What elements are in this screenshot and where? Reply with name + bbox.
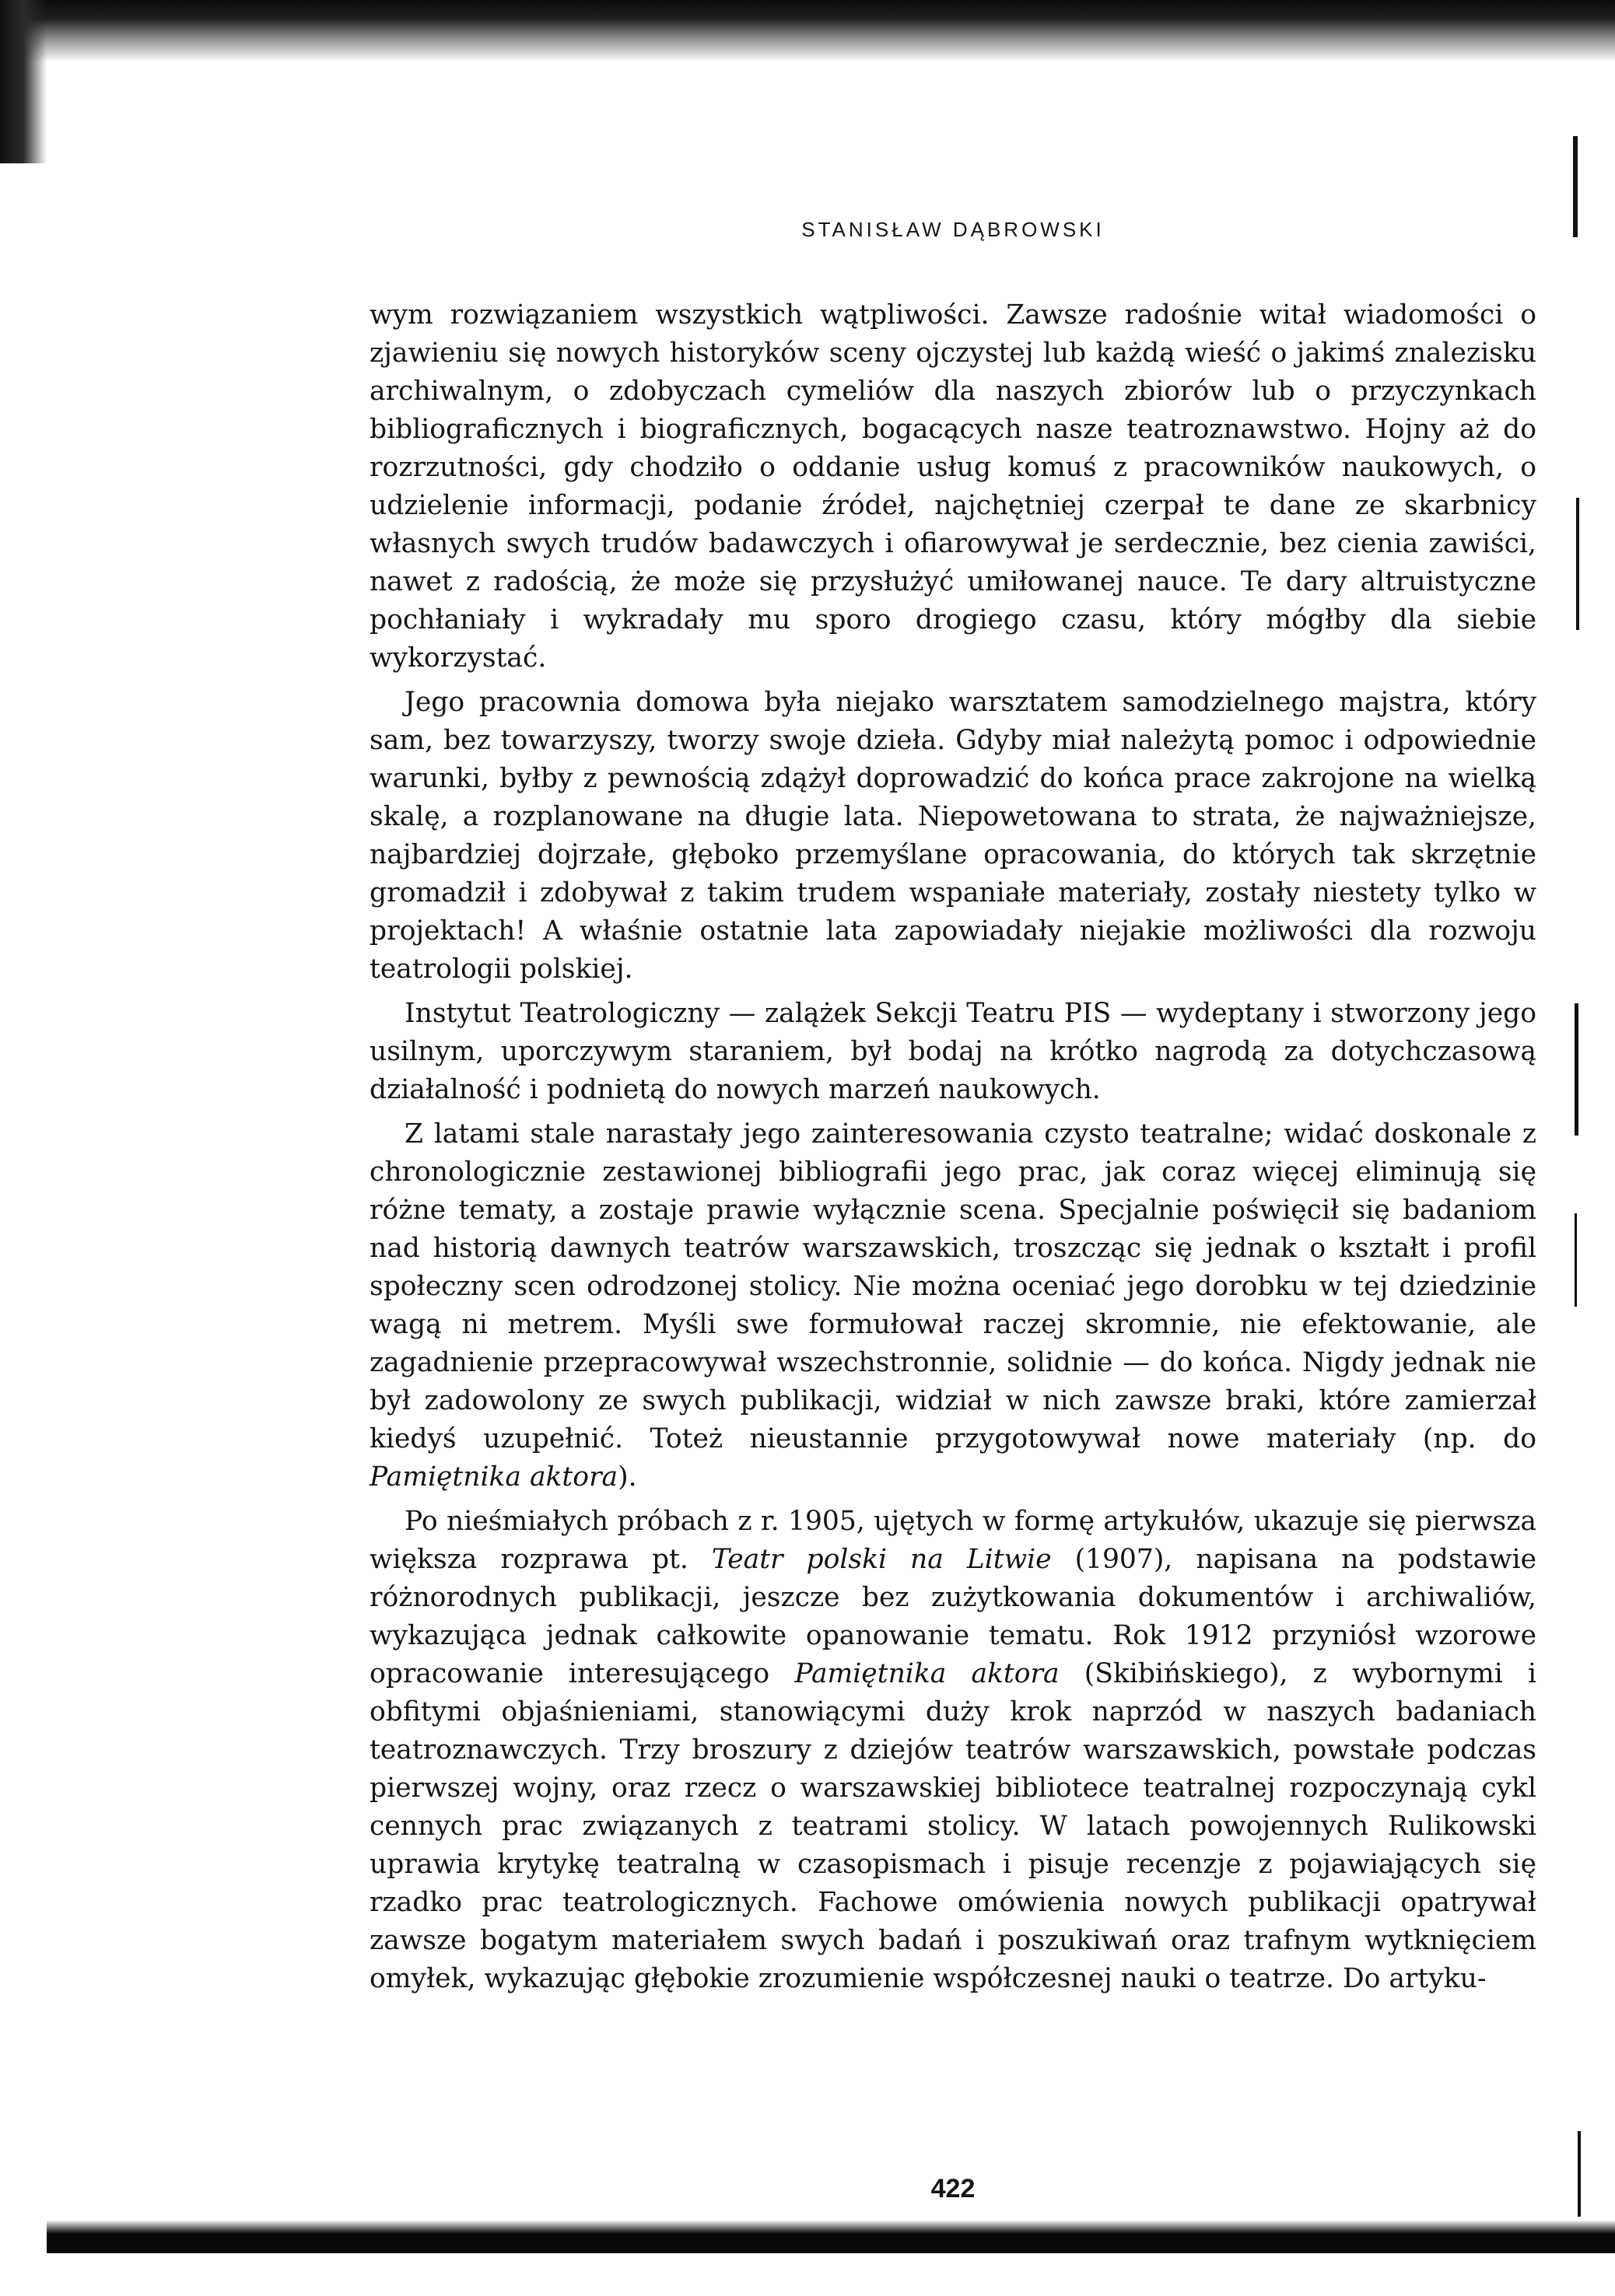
paragraph-text: ).	[618, 1461, 637, 1493]
paragraph-text: wym rozwiązaniem wszystkich wątpliwości. Zawsze radośnie witał wiadomości o zjawieniu się nowych historyków sceny ojczystej lub każdą wieść o jakimś znalezisku archiwalnym, o zdobyczach cymeliów dla naszych zbiorów lub o przyczynkach bibliograficznych i biograficznych, bogacących nasze teatroznawstwo. Hojny aż do rozrzutności, gdy chodziło o oddanie usług komuś z pracowników naukowych, o udzielenie informacji, podanie źródeł, najchętniej czerpał te dane ze skarbnicy własnych swych trudów badawczych i ofiarowywał je serdecznie, bez cienia zawiści, nawet z radością, że może się przysłużyć umiłowanej nauce. Te dary altruistyczne pochłaniały i wykradały mu sporo drogiego czasu, który mógłby dla siebie wykorzystać.	[370, 299, 1536, 674]
paragraph-text: Z latami stale narastały jego zainteresowania czysto teatralne; widać doskonale z chronologicznie zestawionej bibliografii jego prac, jak coraz więcej eliminują się różne tematy, a zostaje prawie wyłącznie scena. Specjalnie poświęcił się badaniom nad historią dawnych teatrów warszawskich, troszcząc się jednak o kształt i profil społeczny scen odrodzonej stolicy. Nie można oceniać jego dorobku w tej dziedzinie wagą ni metrem. Myśli swe formułował raczej skromnie, nie efektowanie, ale zagadnienie przepracowywał wszechstronnie, solidnie — do końca. Nigdy jednak nie był zadowolony ze swych publikacji, widział w nich zawsze braki, które zamierzał kiedyś uzupełnić. Toteż nieustannie przygotowywał nowe materiały (np. do	[370, 1118, 1536, 1454]
page-number: 422	[930, 2174, 976, 2203]
scan-edge-corner	[0, 0, 47, 163]
paragraph	[370, 995, 1536, 1109]
italic-title: Teatr polski na Litwie	[711, 1544, 1052, 1575]
paragraph-text: Jego pracownia domowa była niejako warsztatem samodzielnego majstra, który sam, bez towarzyszy, tworzy swoje dzieła. Gdyby miał należytą pomoc i odpowiednie warunki, byłby z pewnością zdążył doprowadzić do końca prace zakrojone na wielką skalę, a rozplanowane na długie lata. Niepowetowana to strata, że najważniejsze, najbardziej dojrzałe, głęboko przemyślane opracowania, do których tak skrzętnie gromadził i zdobywał z takim trudem wspaniałe materiały, zostały niestety tylko w projektach! A właśnie ostatnie lata zapowiadały niejakie możliwości dla rozwoju teatrologii polskiej.	[370, 687, 1536, 985]
running-head: STANISŁAW DĄBROWSKI	[801, 218, 1105, 241]
scan-edge-bottom	[47, 2221, 1615, 2253]
scan-mark	[1573, 136, 1578, 237]
paragraph	[370, 296, 1536, 677]
paragraph-text: (Skibińskiego), z wybornymi i obfitymi objaśnieniami, stanowiącymi duży krok naprzód w naszych badaniach teatroznawczych. Trzy broszury z dziejów teatrów warszawskich, powstałe podczas pierwszej wojny, oraz rzecz o warszawskiej bibliotece teatralnej rozpoczynają cykl cennych prac związanych z teatrami stolicy. W latach powojennych Rulikowski uprawia krytykę teatralną w czasopismach i pisuje recenzje z pojawiających się rzadko prac teatrologicznych. Fachowe omówienia nowych publikacji opatrywał zawsze bogatym materiałem swych badań i poszukiwań oraz trafnym wytknięciem omyłek, wykazując głębokie zrozumienie współczesnej nauki o teatrze. Do artyku-	[370, 1658, 1536, 1994]
scan-mark	[1575, 1003, 1578, 1136]
scan-mark	[1578, 2131, 1581, 2217]
body-text	[370, 296, 1536, 1998]
paragraph	[370, 684, 1536, 989]
paragraph-text: Po nieśmiałych próbach z r. 1905, ujętych w formę artykułów, ukazuje się pierwsza większa rozprawa pt.	[370, 1506, 1536, 1575]
paragraph-text: Instytut Teatrologiczny — zalążek Sekcji Teatru PIS — wydeptany i stworzony jego usilnym, uporczywym staraniem, był bodaj na krótko nagrodą za dotychczasową działalność i podnietą do nowych marzeń naukowych.	[370, 998, 1536, 1105]
italic-title: Pamiętnika aktora	[794, 1658, 1060, 1689]
scan-mark	[1576, 498, 1579, 630]
scan-edge-top	[0, 0, 1615, 62]
italic-title: Pamiętnika aktora	[370, 1461, 618, 1493]
paragraph	[370, 1115, 1536, 1496]
paragraph	[370, 1503, 1536, 1998]
scan-mark	[1575, 1213, 1577, 1307]
paragraph-text: (1907), napisana na podstawie różnorodnych publikacji, jeszcze bez zużytkowania dokumentów i archiwaliów, wykazująca jednak całkowite opanowanie tematu. Rok 1912 przyniósł wzorowe opracowanie interesującego	[370, 1544, 1536, 1689]
book-page	[370, 218, 1536, 2203]
